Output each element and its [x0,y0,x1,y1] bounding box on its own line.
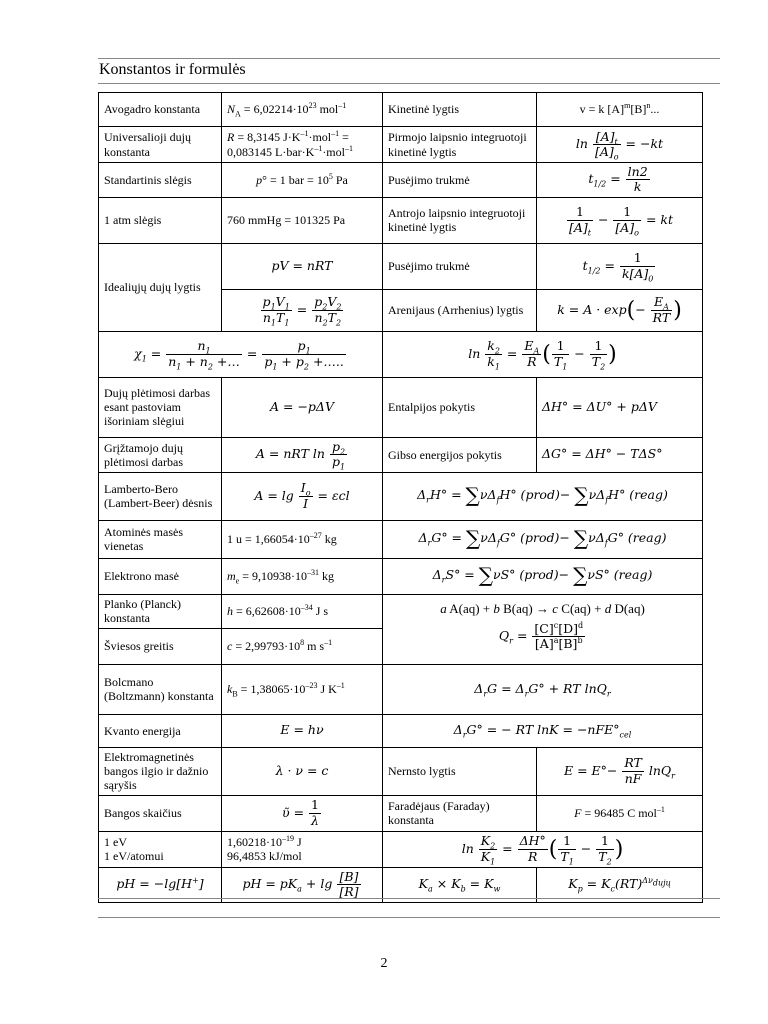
table-row [99,714,703,747]
speed-of-light-value: $c = 2,99793\cdot 10^8$ m $s^{-1}$ [222,628,383,664]
reaction-quotient-formula: $Q_r$ = $\frac{[C]^c[D]^d}{[A]^a[B]^b}$ [498,620,584,652]
table-row [99,867,703,902]
ideal-gas-label: Idealiųjų dujų lygtis [99,243,222,331]
header-rule-bottom [98,83,720,84]
table-row [99,831,703,867]
henderson-formula: pH = $pK_a + \lg$ $\frac{[B]}{[R]}$ [222,867,383,902]
lambert-beer-label: Lamberto-Bero (Lambert-Beer) dėsnis [99,472,222,520]
gibbs-reaction-formula: $\Delta_rG = \Delta_rG^\circ$ + RT lnQ$_r$ [383,664,703,714]
electron-mass-label: Elektrono masė [99,558,222,594]
table-row [99,377,703,437]
table-row [99,331,703,377]
page-number: 2 [380,956,388,971]
quantum-energy-formula: E = hν [222,714,383,747]
expansion-work-label: Dujų plėtimosi darbas esant pastoviam išoriniam slėgiui [99,377,222,437]
std-pressure-label: Standartinis slėgis [99,163,222,198]
expansion-work-formula: A = −pΔV [222,377,383,437]
ideal-gas-formula: pV = nRT [222,243,383,289]
half-life-2-formula: $t_{1/2}$ = $\frac{1}{k[A]_0}$ [537,243,703,289]
header-rule-top [98,58,720,59]
gas-constant-value: R = 8,3145 $J\cdot K^{-1}\cdot mol^{-1}$ = 0,083145 $L\cdot bar\cdot K^{-1}\cdot mol^{-1}$ [222,127,383,163]
water-constant-formula: $K_a \times K_b = K_w$ [383,867,537,902]
planck-value: $h = 6,62608\cdot 10^{-34}$ J s [222,594,383,628]
em-wave-formula: λ · ν = c [222,747,383,795]
gas-constant-label: Universalioji dujų konstanta [99,127,222,163]
speed-of-light-label: Šviesos greitis [99,628,222,664]
kinetic-label: Kinetinė lygtis [383,93,537,127]
reversible-work-label: Grįžtamojo dujų plėtimosi darbas [99,437,222,472]
gibbs-formula: ΔG° = ΔH° − TΔS° [537,437,703,472]
table-row [99,163,703,198]
electron-mass-value: $m_e = 9,10938\cdot 10^{-31}$ kg [222,558,383,594]
avogadro-label: Avogadro konstanta [99,93,222,127]
nernst-label: Nernsto lygtis [383,747,537,795]
table-row [99,594,703,628]
table-row [99,558,703,594]
gibbs-label: Gibso energijos pokytis [383,437,537,472]
wavenumber-label: Bangos skaičius [99,795,222,831]
table-row [99,747,703,795]
table-row [99,127,703,163]
table-row [99,795,703,831]
table-row [99,197,703,243]
ev-label: 1 eV 1 eV/atomui [99,831,222,867]
first-order-label: Pirmojo laipsnio integruotoji kinetinė lygtis [383,127,537,163]
table-row [99,472,703,520]
ph-formula: pH = −lg[H+] [99,867,222,902]
table-row [99,437,703,472]
enthalpy-formula: ΔH° = ΔU° + pΔV [537,377,703,437]
page-title: Konstantos ir formulės [99,61,246,78]
enthalpy-label: Entalpijos pokytis [383,377,537,437]
second-order-label: Antrojo laipsnio integruotoji kinetinė lygtis [383,197,537,243]
half-life-2-label: Pusėjimo trukmė [383,243,537,289]
half-life-1-formula: $t_{1/2}$ = $\frac{\ln 2}{k}$ [537,163,703,198]
arrhenius-label: Arenijaus (Arrhenius) lygtis [383,289,537,331]
reaction-entropy-formula: $\Delta_rS^\circ = \sum\nu S^\circ$ (prod)− ∑νS° (reag) [383,558,703,594]
footer-rule-bottom [98,917,720,918]
wavenumber-formula: ῦ = $\frac{1}{\lambda}$ [222,795,383,831]
boltzmann-value: $k_B = 1,38065\cdot 10^{-23}$ J $K^{-1}$ [222,664,383,714]
atm-label: 1 atm slėgis [99,197,222,243]
em-wave-label: Elektromagnetinės bangos ilgio ir dažnio sąryšis [99,747,222,795]
lambert-beer-formula: A = lg $\frac{I_o}{I}$ = εcl [222,472,383,520]
reaction-quotient-cell [383,594,703,664]
faraday-label: Faradėjaus (Faraday) konstanta [383,795,537,831]
atm-value: 760 mmHg = 101325 Pa [222,197,383,243]
table-row [99,664,703,714]
van-t-hoff-rate-formula: ln $\frac{k_2}{k_1}$ = $\frac{E_A}{R}$ ( $\frac{1}{T_1}$ − $\frac{1}{T_2}$ ) [383,331,703,377]
table-row [99,93,703,127]
boltzmann-label: Bolcmano (Boltzmann) konstanta [99,664,222,714]
van-t-hoff-formula: ln $\frac{K_2}{K_1}$ = $\frac{\Delta H^\circ}{R}$ ( $\frac{1}{T_1}$ − $\frac{1}{T_2}$ ) [383,831,703,867]
combined-gas-formula: $\frac{p_1V_1}{n_1T_1}$ = $\frac{p_2V_2}{n_2T_2}$ [222,289,383,331]
constants-table [98,92,703,903]
reaction-enthalpy-formula: $\Delta_rH^\circ = \sum\nu\Delta_fH^\circ$ (prod)− $\sum\nu\Delta_fH^\circ$ (reag) [383,472,703,520]
planck-label: Planko (Planck) konstanta [99,594,222,628]
quantum-energy-label: Kvanto energija [99,714,222,747]
amu-value: 1 $u = 1,66054\cdot 10^{-27}$ kg [222,520,383,558]
mole-fraction-formula: $\chi_1$ = $\frac{n_1}{n_1 + n_2 +\dots}$ = $\frac{p_1}{p_1 + p_2 +\dots..}$ [99,331,383,377]
reaction-equation: a A(aq) + b B(aq) → c C(aq) + d D(aq) [440,600,645,616]
avogadro-value: $N_A = 6,02214\cdot 10^{23}$ mol$^{-1}$ [222,93,383,127]
nernst-formula: E = E°− $\frac{RT}{nF}$ lnQ$_r$ [537,747,703,795]
kinetic-formula: v = k $[A]^m[B]^n$... [537,93,703,127]
ev-value: $1,60218\cdot 10^{-19}$ J 96,4853 kJ/mol [222,831,383,867]
std-pressure-value: p° = 1 bar = $10^5$ Pa [222,163,383,198]
footer-rule-top [98,898,720,899]
arrhenius-formula: k = A · exp(− $\frac{E_A}{RT}$ ) [537,289,703,331]
table-row [99,243,703,289]
first-order-formula: ln $\frac{[A]_t}{[A]_o}$ = −kt [537,127,703,163]
half-life-1-label: Pusėjimo trukmė [383,163,537,198]
reaction-gibbs-formula: $\Delta_rG^\circ = \sum\nu\Delta_fG^\circ$ (prod)− $\sum\nu\Delta_fG^\circ$ (reag) [383,520,703,558]
second-order-formula: $\frac{1}{[A]_t}$ − $\frac{1}{[A]_o}$ = kt [537,197,703,243]
table-row [99,520,703,558]
faraday-value: F = 96485 C mol$^{-1}$ [537,795,703,831]
standard-gibbs-formula: $\Delta_rG^\circ$ = − RT $\ln K = -nFE^\circ_{cel}$ [383,714,703,747]
kp-kc-formula: $K_p = K_c(RT)^{\Delta\nu_{dujų}}$ [537,867,703,902]
amu-label: Atominės masės vienetas [99,520,222,558]
reversible-work-formula: A = nRT ln $\frac{p_2}{p_1}$ [222,437,383,472]
